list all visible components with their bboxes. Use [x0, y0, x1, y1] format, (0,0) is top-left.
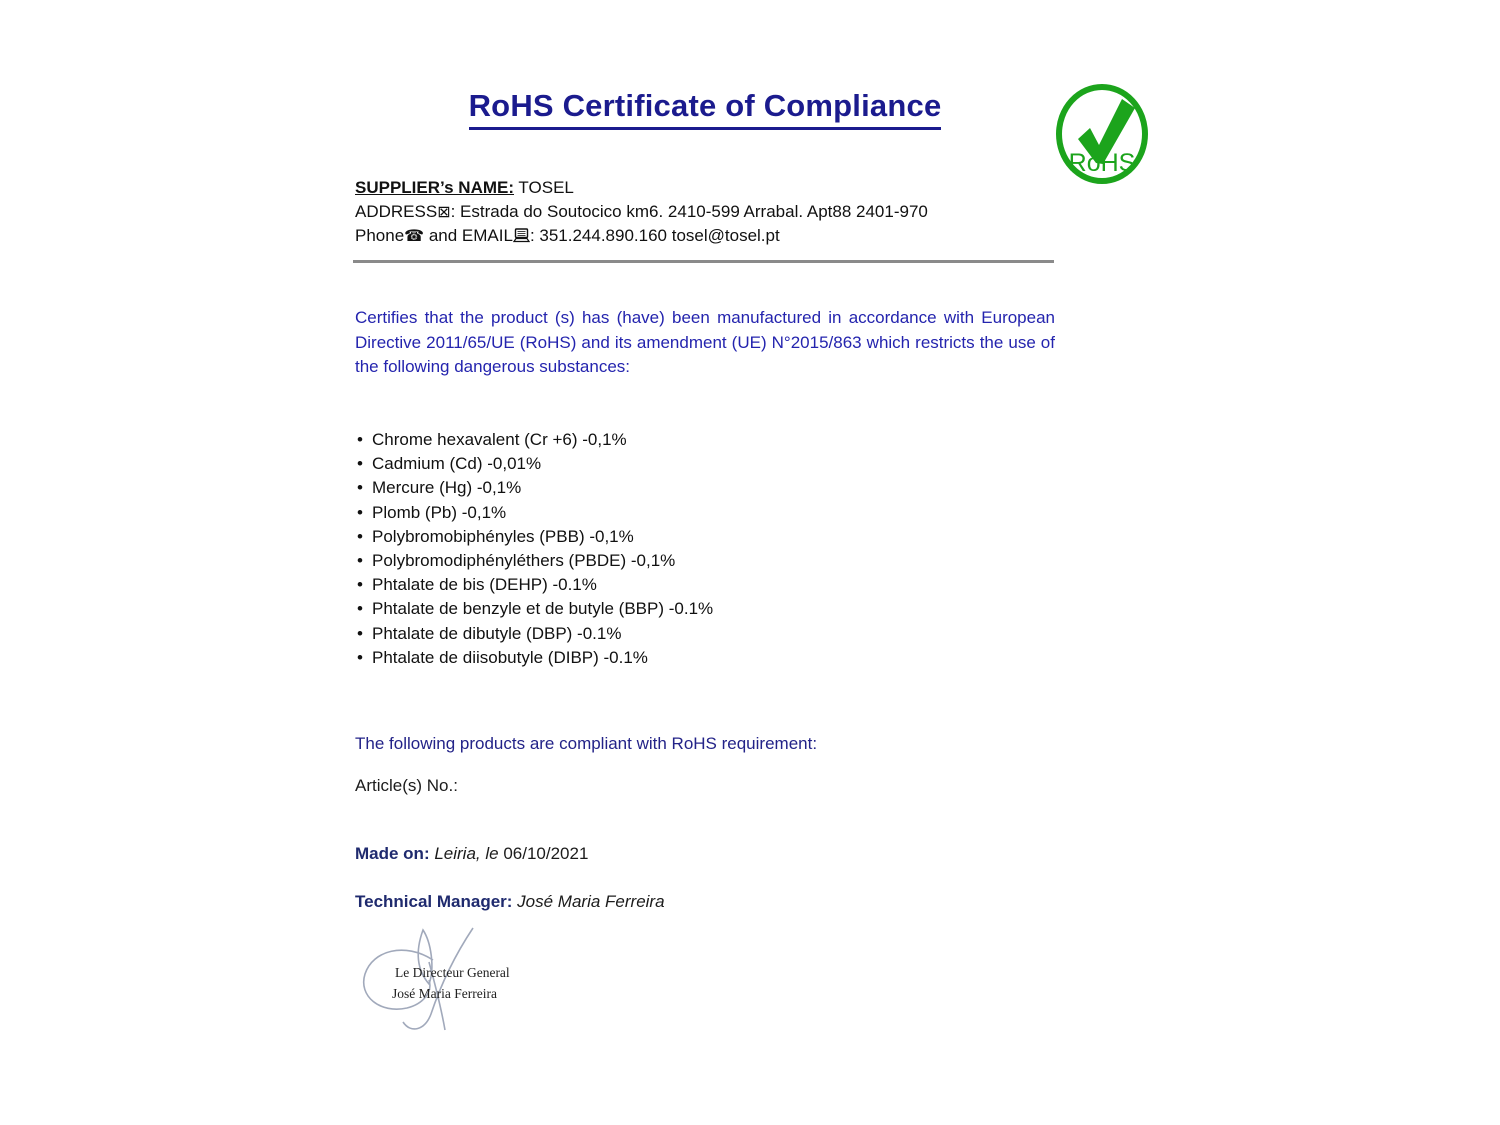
substance-item — [357, 597, 1057, 621]
substance-text: Cadmium (Cd) -0,01% — [372, 454, 542, 474]
article-number-label: Article(s) No.: — [355, 776, 458, 795]
bullet-icon: • — [357, 599, 363, 619]
substance-text: Mercure (Hg) -0,1% — [372, 478, 522, 498]
substance-text: Phtalate de dibutyle (DBP) -0.1% — [372, 623, 622, 643]
bullet-icon: • — [357, 502, 363, 522]
technical-manager-label: Technical Manager: — [355, 892, 513, 911]
made-on-line — [355, 843, 1055, 865]
address-label: ADDRESS — [355, 202, 438, 221]
substance-item — [357, 525, 1057, 549]
substance-item — [357, 476, 1057, 500]
technical-manager-name: José Maria Ferreira — [512, 892, 665, 911]
bullet-icon: • — [357, 430, 363, 449]
compliance-statement: The following products are compliant with RoHS requirement: — [355, 734, 818, 753]
logo-label: RoHS — [1068, 149, 1136, 177]
made-on-place: Leiria, le — [429, 844, 499, 863]
bullet-icon: • — [357, 454, 363, 474]
substance-text: Polybromodiphényléthers (PBDE) -0,1% — [372, 551, 676, 571]
substances-list — [357, 428, 1057, 670]
signature-name: José Maria Ferreira — [392, 986, 497, 1001]
rohs-logo-graphic — [1054, 82, 1150, 186]
phone-icon: ☎ — [404, 226, 425, 245]
substance-text: Phtalate de bis (DEHP) -0.1% — [372, 575, 597, 595]
made-on-date: 06/10/2021 — [498, 844, 589, 863]
bullet-icon: • — [357, 647, 363, 667]
supplier-name-label: SUPPLIER’s NAME: — [355, 178, 515, 197]
substance-item — [357, 501, 1057, 525]
substance-text: Plomb (Pb) -0,1% — [372, 502, 507, 522]
substance-item — [357, 622, 1057, 646]
signature-title: Le Directeur General — [395, 965, 510, 980]
substance-text: Phtalate de benzyle et de butyle (BBP) -0.1% — [372, 599, 714, 619]
email-label: and EMAIL — [424, 226, 513, 245]
supplier-name-value: TOSEL — [514, 178, 574, 197]
bullet-icon: • — [357, 551, 363, 571]
supplier-name-line — [355, 176, 1055, 200]
substance-text: Phtalate de diisobutyle (DIBP) -0.1% — [372, 647, 648, 667]
address-line — [355, 200, 1055, 224]
substance-text: Chrome hexavalent (Cr +6) -0,1% — [372, 430, 627, 449]
signature-block — [345, 912, 530, 1060]
address-value: : Estrada do Soutocico km6. 2410-599 Arrabal. Apt88 2401-970 — [450, 202, 928, 221]
substance-item — [357, 452, 1057, 476]
divider-line — [353, 260, 1054, 263]
bullet-icon: • — [357, 623, 363, 643]
bullet-icon: • — [357, 526, 363, 546]
rohs-logo — [1054, 82, 1150, 186]
phone-label: Phone — [355, 226, 405, 245]
certification-paragraph: Certifies that the product (s) has (have) been manufactured in accordance with European Directive 2011/65/UE (RoHS) and its amendment (UE) N°2015/863 which restricts the use of the following dangerous substances: — [355, 308, 1055, 376]
contact-line — [355, 224, 1055, 248]
contact-value: : 351.244.890.160 tosel@tosel.pt — [529, 226, 780, 245]
page-title: RoHS Certificate of Compliance — [469, 88, 942, 130]
substance-text: Polybromobiphényles (PBB) -0,1% — [372, 526, 634, 546]
substance-item — [357, 428, 1057, 452]
substance-item — [357, 646, 1057, 670]
bullet-icon: • — [357, 575, 363, 595]
made-on-label: Made on: — [355, 844, 430, 863]
title-area — [355, 88, 1055, 130]
computer-icon — [513, 228, 530, 243]
substance-item — [357, 573, 1057, 597]
technical-manager-line — [355, 891, 1055, 913]
substance-item — [357, 549, 1057, 573]
bullet-icon: • — [357, 478, 363, 498]
supplier-block — [355, 176, 1055, 248]
envelope-icon: ⊠ — [437, 202, 451, 221]
